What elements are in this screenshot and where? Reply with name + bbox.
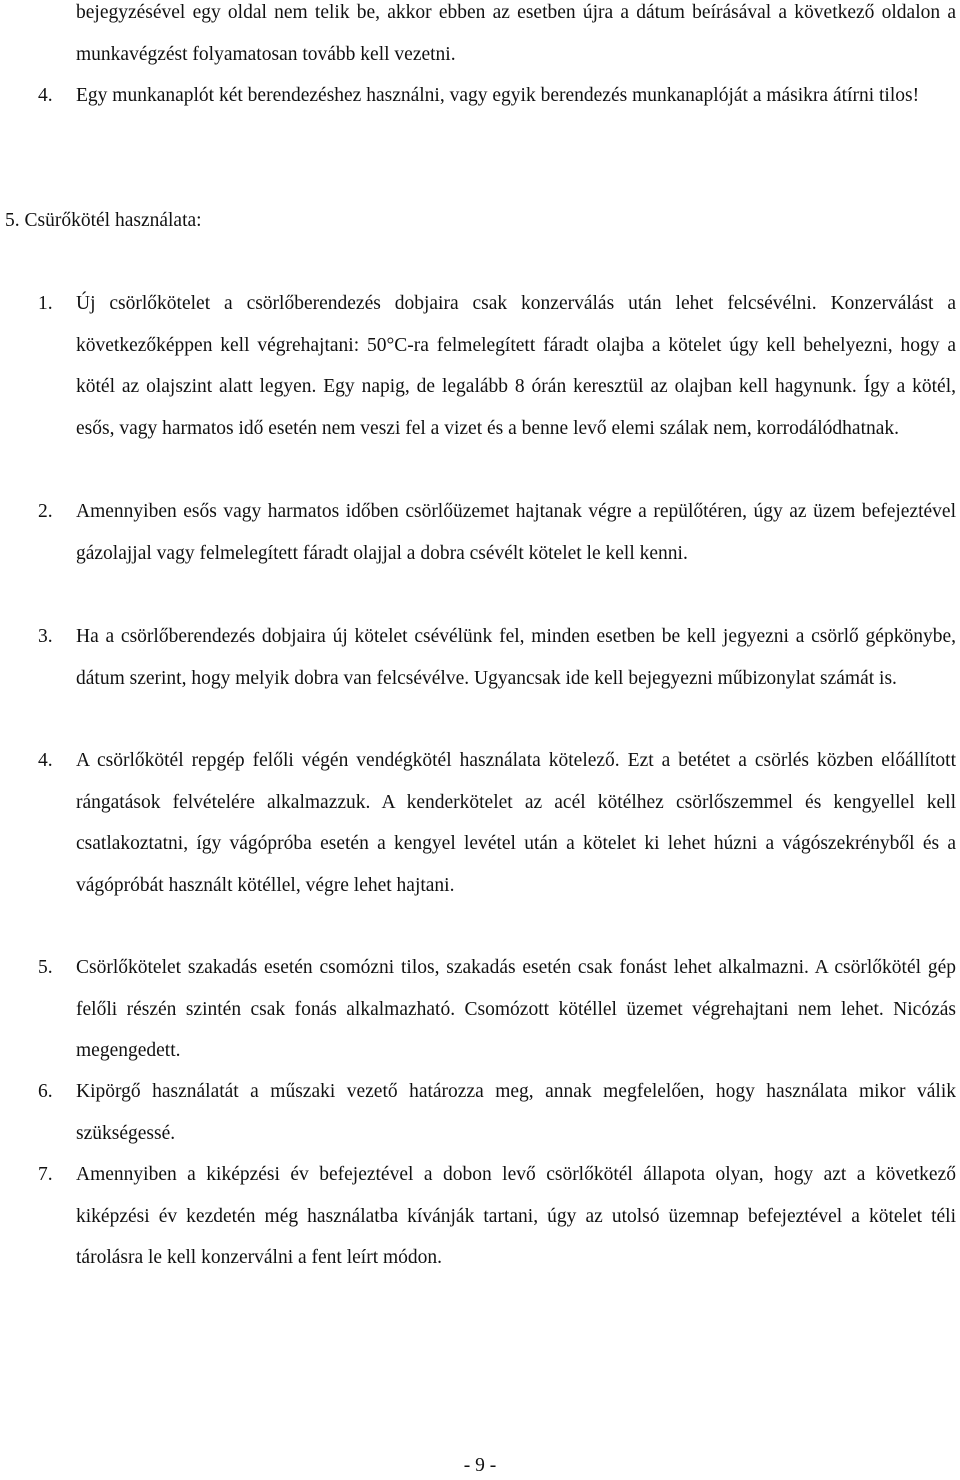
item-7-number: 7. — [38, 1164, 53, 1185]
page-number: - 9 - — [463, 1455, 497, 1476]
item-6-text: Kipörgő használatát a műszaki vezető határozza meg, annak megfelelően, hogy használata mikor válik szükségessé. — [76, 1081, 956, 1144]
intro-paragraph: bejegyzésével egy oldal nem telik be, akkor ebben az esetben újra a dátum beírásával a következő oldalon a munkavégzést folyamatosan tovább kell vezetni. — [76, 2, 956, 65]
prev-item-text: Egy munkanaplót két berendezéshez használni, vagy egyik berendezés munkanaplóját a másikra átírni tilos! — [76, 85, 920, 106]
item-1-text: Új csörlőkötelet a csörlőberendezés dobjaira csak konzerválás után lehet felcsévélni. Konzerválást a következőképpen kell végrehajtani: 50°C-ra felmelegített fáradt olajba a kötelet úgy kell behelyezni, hogy a kötél az olajszint alatt legyen. Egy napig, de legalább 8 órán keresztül az olajban kell hagynunk. Így a kötél, esős, vagy harmatos idő esetén nem veszi fel a vizet és a benne levő elemi szálak nem, korrodálódhatnak. — [76, 293, 956, 439]
item-5-number: 5. — [38, 957, 53, 978]
item-1-number: 1. — [38, 293, 53, 314]
item-2-number: 2. — [38, 501, 53, 522]
item-5-text: Csörlőkötelet szakadás esetén csomózni tilos, szakadás esetén csak fonást lehet alkalmazni. A csörlőkötél gép felőli részén szintén csak fonás alkalmazható. Csomózott kötéllel üzemet végrehajtani nem lehet. Nicózás megengedett. — [76, 957, 956, 1062]
item-4-number: 4. — [38, 750, 53, 771]
item-3-text: Ha a csörlőberendezés dobjaira új kötelet csévélünk fel, minden esetben be kell jegyezni a csörlő gépkönybe, dátum szerint, hogy melyik dobra van felcsévélve. Ugyancsak ide kell bejegyezni műbizonylat számát is. — [76, 626, 956, 689]
item-6-number: 6. — [38, 1081, 53, 1102]
item-2-text: Amennyiben esős vagy harmatos időben csörlőüzemet hajtanak végre a repülőtéren, úgy az üzem befejeztével gázolajjal vagy felmelegített fáradt olajjal a dobra csévélt kötelet le kell kenni. — [76, 501, 956, 564]
section-heading: 5. Csürőkötél használata: — [5, 210, 202, 231]
item-7-text: Amennyiben a kiképzési év befejeztével a dobon levő csörlőkötél állapota olyan, hogy azt a következő kiképzési év kezdetén még használatba kívánják tartani, úgy az utolsó üzemnap befejeztével a kötelet téli tárolásra le kell konzerválni a fent leírt módon. — [76, 1164, 956, 1269]
prev-item-number: 4. — [38, 85, 53, 106]
item-4-text: A csörlőkötél repgép felőli végén vendégkötél használata kötelező. Ezt a betétet a csörlés közben előállított rángatások felvételére alkalmazzuk. A kenderkötelet az acél kötélhez csörlőszemmel és kengyellel kell csatlakoztatni, így vágópróba esetén a kengyel levétel után a kötelet ki lehet húzni a vágószekrényből és a vágópróbát használt kötéllel, végre lehet hajtani. — [76, 750, 956, 896]
item-3-number: 3. — [38, 626, 53, 647]
